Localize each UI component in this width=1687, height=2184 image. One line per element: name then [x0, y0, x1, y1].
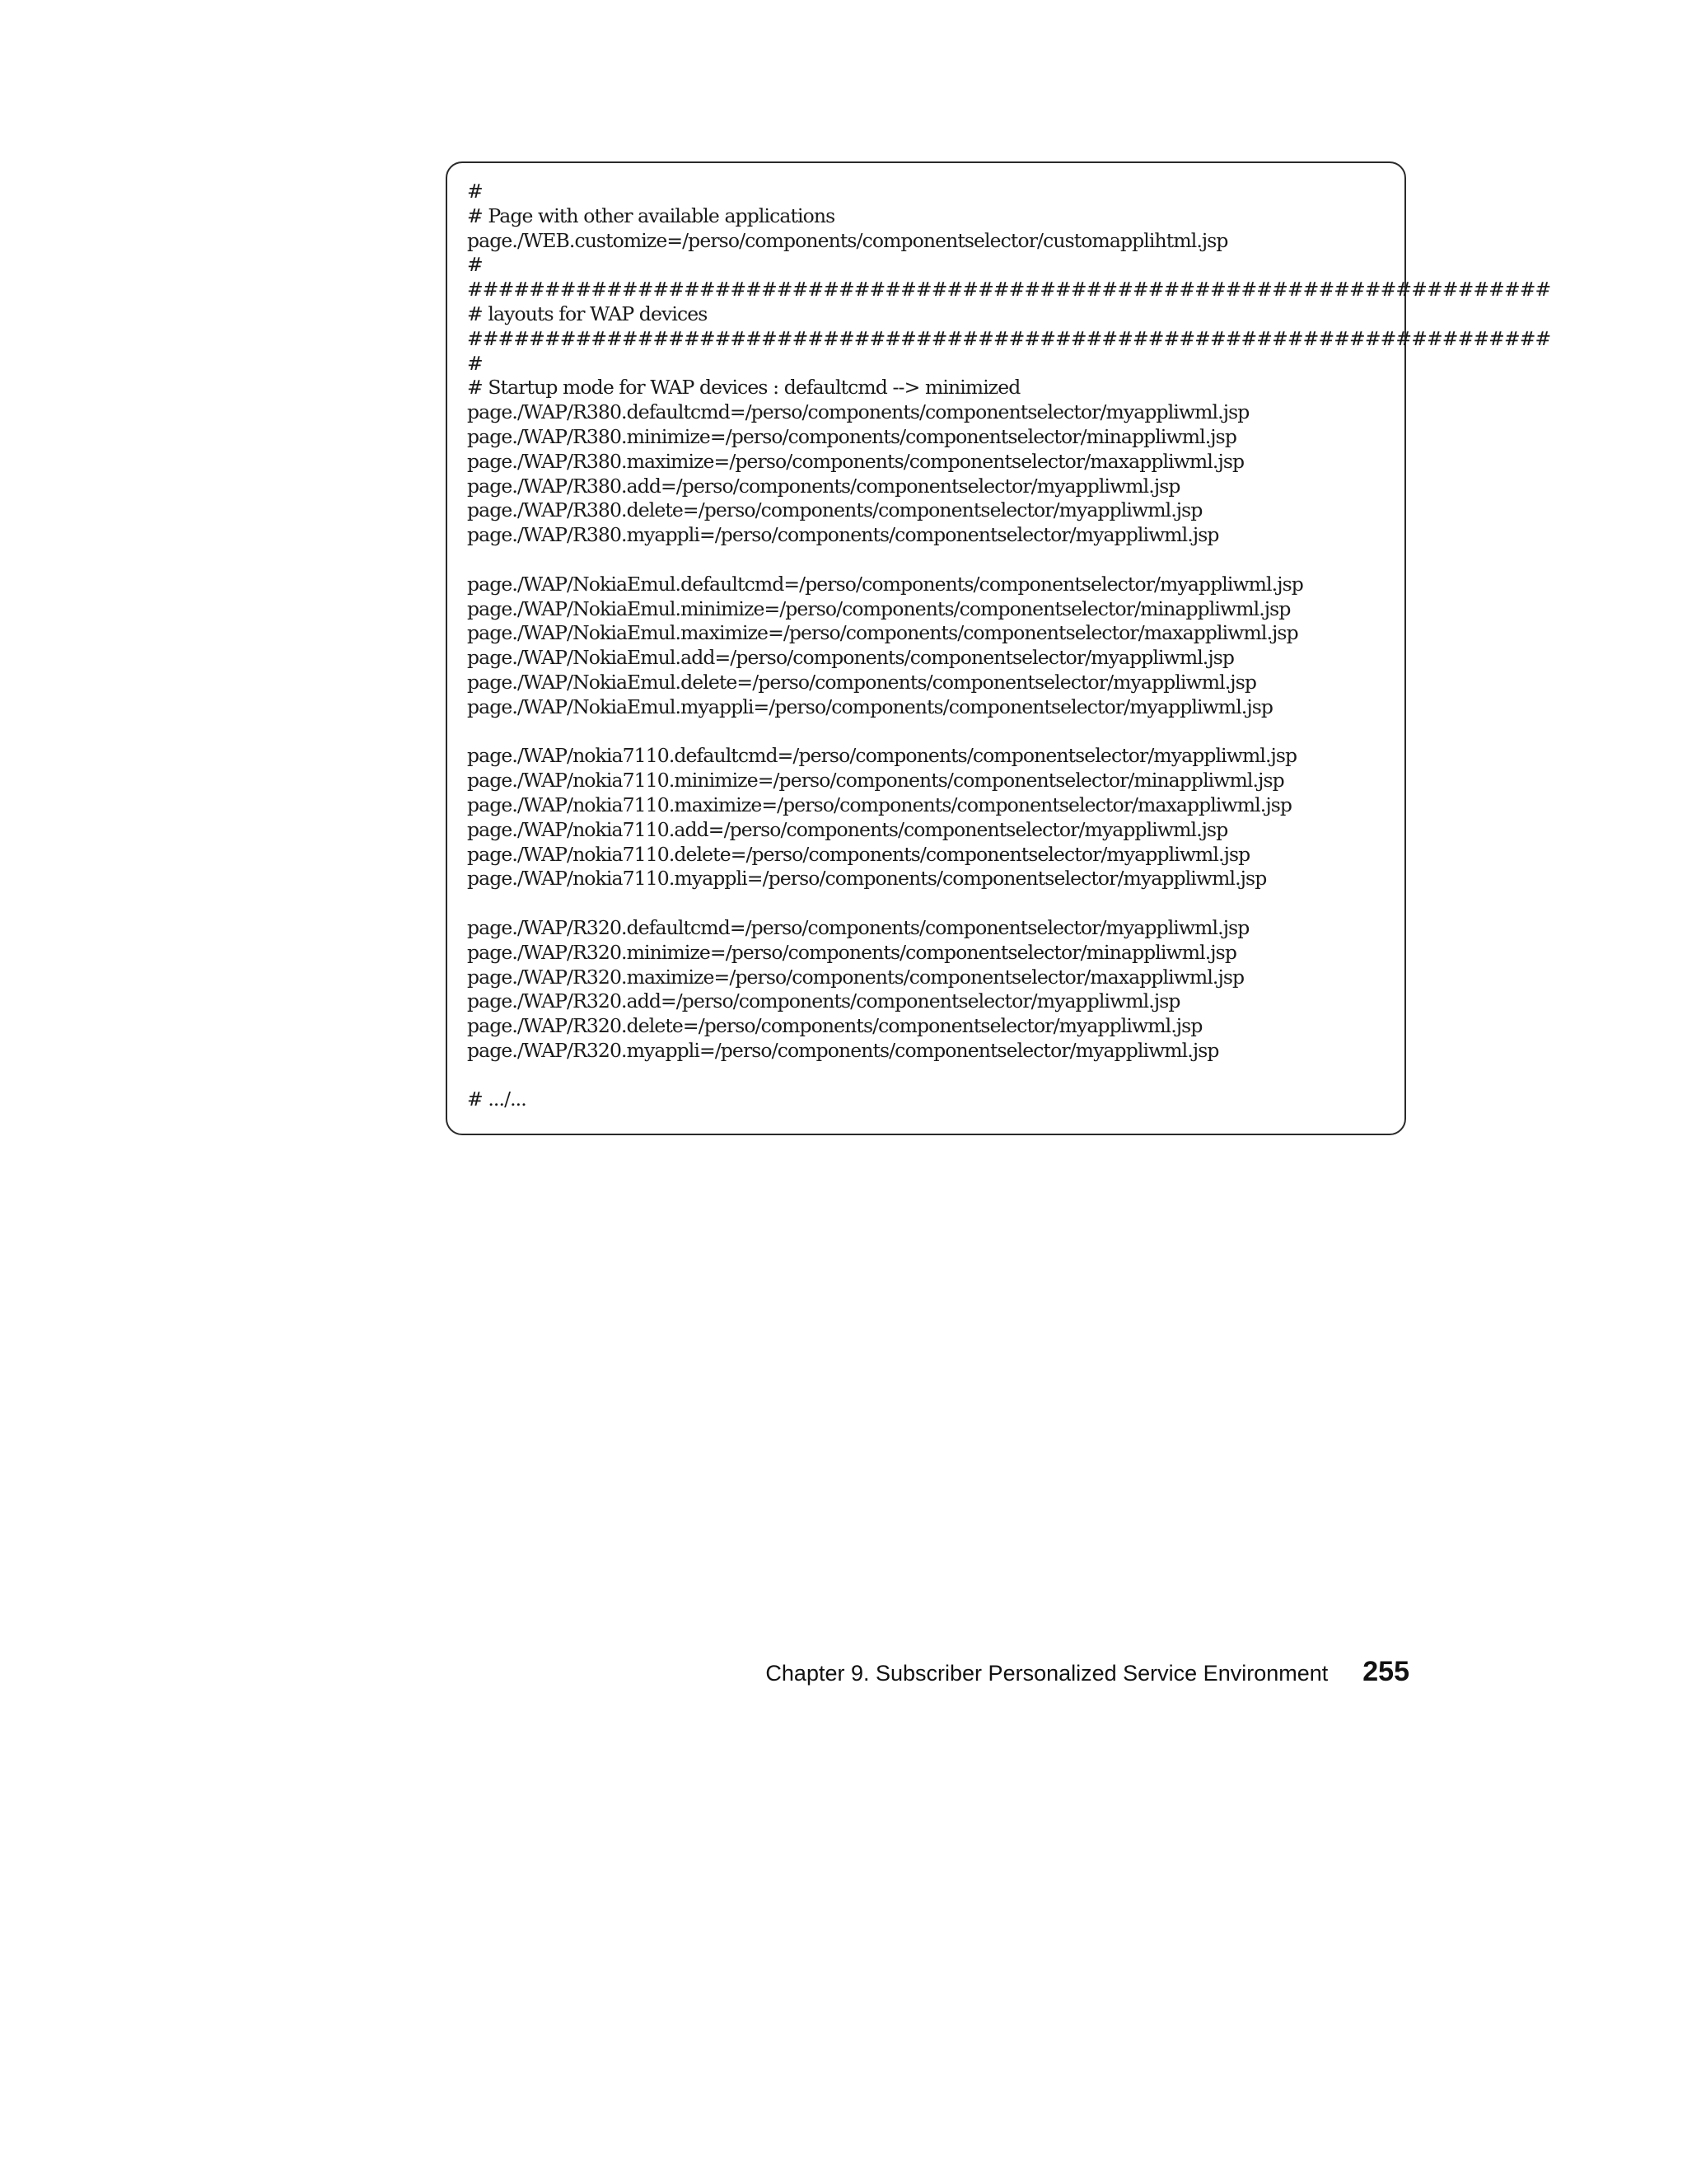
- code-line: page./WAP/NokiaEmul.minimize=/perso/components/componentselector/minappliwml.jsp: [467, 596, 1291, 620]
- code-line: page./WAP/R380.maximize=/perso/components/componentselector/maxappliwml.jsp: [467, 449, 1245, 473]
- code-line: # Startup mode for WAP devices : defaultcmd --> minimized: [467, 376, 1021, 400]
- code-line: page./WAP/R320.delete=/perso/components/componentselector/myappliwml.jsp: [467, 1014, 1203, 1038]
- code-line: ######################################################################: [467, 326, 1551, 350]
- code-listing: [467, 180, 1550, 1112]
- code-line: page./WAP/R320.minimize=/perso/components/componentselector/minappliwml.jsp: [467, 940, 1236, 964]
- code-line: # Page with other available applications: [467, 203, 835, 227]
- code-line: #: [467, 253, 483, 277]
- code-line: #: [467, 351, 483, 375]
- code-line: page./WAP/NokiaEmul.add=/perso/components/componentselector/myappliwml.jsp: [467, 646, 1235, 670]
- code-line: page./WAP/NokiaEmul.myappli=/perso/components/componentselector/myappliwml.jsp: [467, 694, 1273, 718]
- code-line: page./WAP/R320.myappli=/perso/components/componentselector/myappliwml.jsp: [467, 1038, 1219, 1062]
- code-line: page./WAP/R380.myappli=/perso/components/componentselector/myappliwml.jsp: [467, 523, 1219, 547]
- page-footer: [765, 1656, 1409, 1692]
- code-line: page./WAP/NokiaEmul.delete=/perso/components/componentselector/myappliwml.jsp: [467, 670, 1256, 694]
- code-line: [467, 1064, 1550, 1088]
- code-line: page./WAP/nokia7110.minimize=/perso/components/componentselector/minappliwml.jsp: [467, 769, 1284, 793]
- code-line: page./WEB.customize=/perso/components/componentselector/customapplihtml.jsp: [467, 228, 1228, 252]
- code-line: #: [467, 180, 483, 203]
- footer-chapter-title: Chapter 9. Subscriber Personalized Service Environment: [765, 1661, 1329, 1686]
- footer-page-number: 255: [1362, 1656, 1409, 1687]
- code-line: page./WAP/NokiaEmul.defaultcmd=/perso/components/componentselector/myappliwml.jsp: [467, 572, 1303, 596]
- code-line: page./WAP/R380.add=/perso/components/componentselector/myappliwml.jsp: [467, 474, 1180, 498]
- code-line: page./WAP/R380.defaultcmd=/perso/components/componentselector/myappliwml.jsp: [467, 400, 1250, 424]
- code-line: page./WAP/R320.maximize=/perso/components/componentselector/maxappliwml.jsp: [467, 965, 1245, 989]
- code-line: page./WAP/R320.add=/perso/components/componentselector/myappliwml.jsp: [467, 989, 1180, 1013]
- code-line: page./WAP/nokia7110.defaultcmd=/perso/components/componentselector/myappliwml.jsp: [467, 744, 1297, 768]
- code-line: # .../...: [467, 1087, 526, 1111]
- code-line: [467, 720, 1550, 745]
- code-line: page./WAP/nokia7110.myappli=/perso/components/componentselector/myappliwml.jsp: [467, 867, 1267, 891]
- code-line: [467, 891, 1550, 916]
- code-line: page./WAP/nokia7110.add=/perso/components/componentselector/myappliwml.jsp: [467, 817, 1228, 841]
- code-line: # layouts for WAP devices: [467, 302, 708, 325]
- code-line: page./WAP/nokia7110.maximize=/perso/components/componentselector/maxappliwml.jsp: [467, 793, 1292, 816]
- code-listing-box: [446, 161, 1551, 1135]
- code-line: page./WAP/NokiaEmul.maximize=/perso/components/componentselector/maxappliwml.jsp: [467, 621, 1298, 645]
- code-line: [467, 548, 1550, 573]
- code-line: page./WAP/nokia7110.delete=/perso/components/componentselector/myappliwml.jsp: [467, 842, 1250, 866]
- code-line: page./WAP/R380.delete=/perso/components/componentselector/myappliwml.jsp: [467, 498, 1203, 522]
- code-line: page./WAP/R320.defaultcmd=/perso/components/componentselector/myappliwml.jsp: [467, 915, 1250, 939]
- code-line: ######################################################################: [467, 278, 1551, 302]
- code-line: page./WAP/R380.minimize=/perso/components/componentselector/minappliwml.jsp: [467, 424, 1236, 448]
